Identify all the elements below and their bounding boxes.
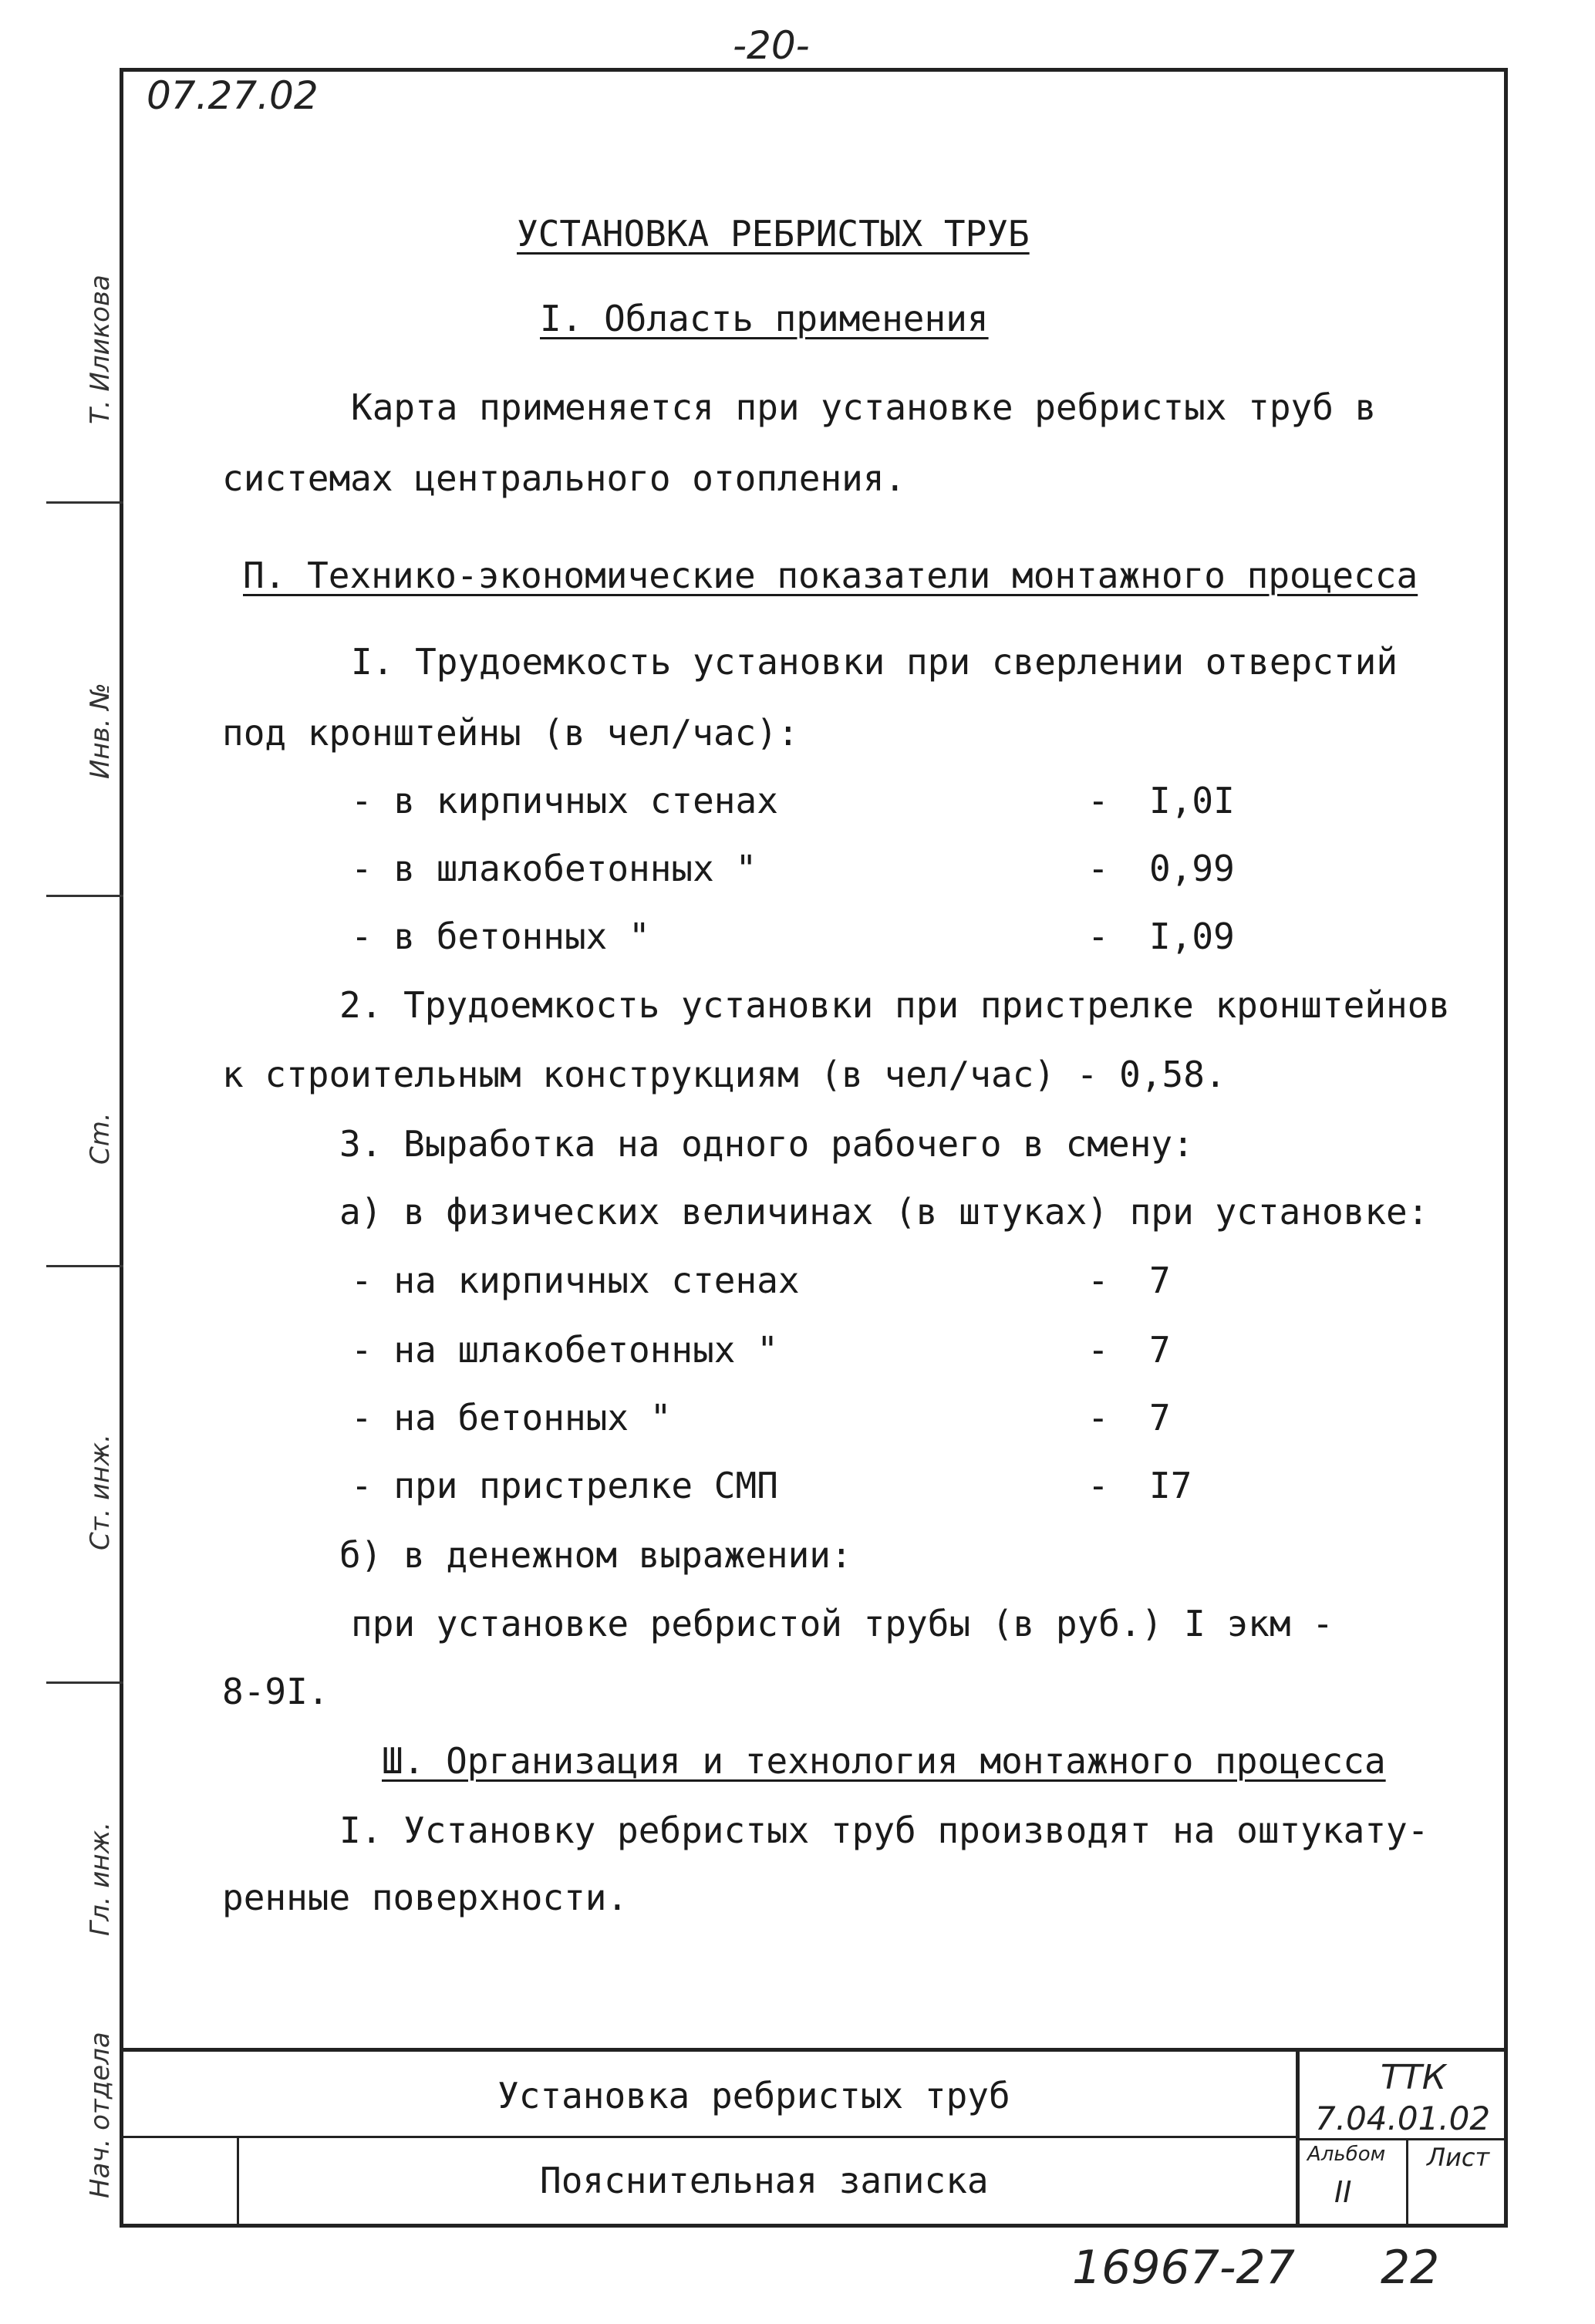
paragraph-line: к строительным конструкциям (в чел/час) - 0,58. — [222, 1054, 1226, 1095]
list-item-dash: - — [1088, 848, 1109, 889]
paragraph-line: Карта применяется при установке ребристых труб в — [351, 386, 1377, 428]
paragraph-line: под кронштейны (в чел/час): — [222, 712, 799, 754]
page-number: -20- — [733, 23, 810, 68]
title-block-code-cell — [1296, 2052, 1504, 2228]
title-block-doctype-cell — [239, 2138, 1296, 2224]
paragraph-line: б) в денежном выражении: — [339, 1534, 852, 1576]
album-value: II — [1334, 2175, 1352, 2209]
list-item-dash: - — [1088, 1260, 1109, 1301]
sheet-label: Лист — [1427, 2143, 1490, 2172]
strip-text: Нач. отдела — [85, 2032, 116, 2198]
section3-heading: Ш. Организация и технология монтажного процесса — [382, 1740, 1386, 1782]
paragraph-line: а) в физических величинах (в штуках) при установке: — [339, 1191, 1429, 1233]
title-block-blank-cell — [123, 2138, 239, 2224]
list-item-value: 7 — [1149, 1260, 1171, 1301]
list-item-label: - на бетонных " — [351, 1397, 672, 1439]
doc-code: 07.27.02 — [147, 73, 319, 118]
strip-text: Инв. № — [85, 683, 116, 779]
list-item-dash: - — [1088, 1465, 1109, 1506]
list-item-label: - на кирпичных стенах — [351, 1260, 800, 1301]
list-item-value: 7 — [1149, 1397, 1171, 1439]
paragraph-line: 2. Трудоемкость установки при пристрелке кронштейнов — [339, 984, 1451, 1026]
title-block-name-cell — [123, 2052, 1296, 2138]
paragraph-line: ренные поверхности. — [222, 1877, 629, 1918]
title-block-doctype: Пояснительная записка — [540, 2160, 989, 2201]
paragraph-line: 3. Выработка на одного рабочего в смену: — [339, 1123, 1194, 1165]
section2-heading: П. Технико-экономические показатели монтажного процесса — [243, 555, 1418, 596]
paragraph-line: 8-9I. — [222, 1671, 329, 1712]
list-item-dash: - — [1088, 780, 1109, 821]
list-item-value: I7 — [1149, 1465, 1192, 1506]
title-block-name: Установка ребристых труб — [497, 2075, 1010, 2117]
list-item-dash: - — [1088, 1329, 1109, 1371]
list-item-label: - в бетонных " — [351, 916, 650, 957]
list-item-dash: - — [1088, 1397, 1109, 1439]
sheet-number: 22 — [1381, 2241, 1440, 2295]
strip-text: Гл. инж. — [85, 1821, 116, 1936]
strip-text: Сm. — [85, 1112, 116, 1165]
strip-text: Ст. инж. — [85, 1434, 116, 1550]
paragraph-line: I. Трудоемкость установки при сверлении отверстий — [351, 641, 1398, 683]
paragraph-line: I. Установку ребристых труб производят на оштукату- — [339, 1810, 1429, 1851]
list-item-label: - в кирпичных стенах — [351, 780, 778, 821]
list-item-label: - в шлакобетонных " — [351, 848, 757, 889]
document-title: УСТАНОВКА РЕБРИСТЫХ ТРУБ — [517, 213, 1030, 255]
paragraph-line: системах центрального отопления. — [222, 457, 906, 499]
paragraph-line: при установке ребристой трубы (в руб.) I экм - — [351, 1603, 1334, 1644]
album-label: Альбом — [1307, 2143, 1386, 2166]
list-item-label: - на шлакобетонных " — [351, 1329, 778, 1371]
title-block-code-1: ТТК — [1381, 2058, 1446, 2097]
list-item-label: - при пристрелке СМП — [351, 1465, 778, 1506]
title-block-divider — [1300, 2138, 1504, 2140]
list-item-value: 7 — [1149, 1329, 1171, 1371]
title-block-code-2: 7.04.01.02 — [1315, 2100, 1491, 2137]
title-block-divider — [1406, 2138, 1408, 2228]
list-item-dash: - — [1088, 916, 1109, 957]
list-item-value: I,09 — [1149, 916, 1235, 957]
inventory-number: 16967-27 — [1072, 2241, 1295, 2295]
section1-heading: I. Область применения — [540, 298, 989, 339]
list-item-value: 0,99 — [1149, 848, 1235, 889]
strip-text: Т. Иликова — [85, 275, 116, 424]
list-item-value: I,0I — [1149, 780, 1235, 821]
title-block — [123, 2048, 1504, 2228]
